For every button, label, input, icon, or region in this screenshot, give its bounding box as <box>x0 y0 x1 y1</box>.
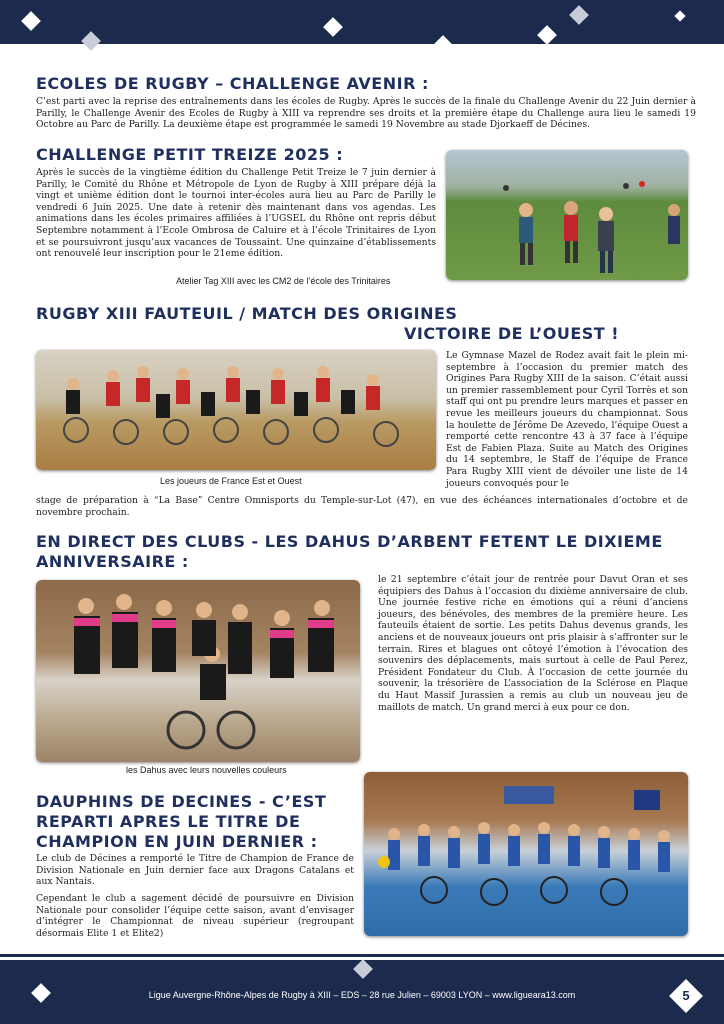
photo-dahus-team <box>36 580 360 762</box>
photo-dauphins-players <box>364 772 688 936</box>
section-title-dahus-line1: EN DIRECT DES CLUBS - LES DAHUS D’ARBENT FETENT LE DIXIEME <box>36 532 663 551</box>
section-body-fauteuil-cont: stage de préparation à “La Base” Centre Omnisports du Temple-sur-Lot (47), en vue des échéances internationales d’octobre et de novembre prochain. <box>36 495 688 518</box>
section-body-dauphins-1: Le club de Décines a remporté le Titre de Champion de France de Division Nationale en Juin dernier face aux Dragons Catalans et aux Nantais. <box>36 853 354 888</box>
section-title-ecoles: ECOLES DE RUGBY – CHALLENGE AVENIR : <box>36 74 429 93</box>
photo-children-playing <box>446 150 688 280</box>
photo-wheelchair-players <box>36 350 436 470</box>
photo-fauteuil-team <box>36 350 436 470</box>
section-title-dauphins-line2: REPARTI APRES LE TITRE DE <box>36 812 301 831</box>
page-number: 5 <box>682 988 690 1003</box>
photo-dauphins-team <box>364 772 688 936</box>
section-title-dahus-line2: ANNIVERSAIRE : <box>36 552 189 571</box>
section-body-petit-treize: Après le succès de la vingtième édition du Challenge Petit Treize le 7 juin dernier à Parilly, le Comité du Rhône et Métropole de Lyon de Rugby à XIII prépare déjà la vingt et unième édition dont le tournoi inter-écoles aura lieu au Parc de Parilly le vendredi 6 Juin 2025. Une date à retenir dès maintenant dans vos agendas. Les animations dans les écoles primaires affiliées à l’UGSEL du Rhône ont repris début Septembre notamment à l’Ecole Ombrosa de Caluire et à l’école Trinitaires de Lyon et se poursuivront jusqu’aux vacances de Toussaint. Une quinzaine d’établissements ont renouvelé leur inscription pour le 21eme édition. <box>36 167 436 260</box>
section-title-petit-treize: CHALLENGE PETIT TREIZE 2025 : <box>36 145 344 164</box>
caption-petit-treize: Atelier Tag XIII avec les CM2 de l’école des Trinitaires <box>176 276 391 286</box>
header-band <box>0 0 724 44</box>
photo-dahus-players <box>36 580 360 762</box>
photo-tag-atelier <box>446 150 688 280</box>
caption-dahus: les Dahus avec leurs nouvelles couleurs <box>126 765 287 775</box>
section-body-dauphins-2: Cependant le club a sagement décidé de poursuivre en Division Nationale pour consolider l’équipe cette saison, avant d’envisager d’intégrer le Championnat de niveau supérieur (regroupant désormais Elite 1 et Elite2) <box>36 893 354 939</box>
section-body-dahus: le 21 septembre c’était jour de rentrée pour Davut Oran et ses équipiers des Dahus à l’occasion du dixième anniversaire de club. Une journée festive riche en émotions qui a réuni d’anciens joueurs, des bénévoles, des membres de la première heure. Les fauteuils étaient de sortie. Les petits Dahus devenus grands, les anciens et de nouveaux joueurs ont pris plaisir à s’affronter sur le terrain. Rires et blagues ont côtoyé l’émotion à l’évocation des souvenirs des déplacements, mais surtout à celle de Paul Perez, Président Fondateur du Club. À l’occasion de cette journée du souvenir, la trésorière de L’association de la Sclérose en Plaque du Haut Massif Jurassien a remis au club un nouveau jeu de maillots de match. Un grand merci à eux pour ce don. <box>378 574 688 713</box>
diamond-ornament <box>684 52 695 63</box>
section-title-fauteuil-line1: RUGBY XIII FAUTEUIL / MATCH DES ORIGINES <box>36 304 458 323</box>
footer-address: Ligue Auvergne-Rhône-Alpes de Rugby à XIII – EDS – 28 rue Julien – 69003 LYON – www.ligueara13.com <box>148 990 576 1000</box>
section-title-dauphins-line1: DAUPHINS DE DECINES - C’EST <box>36 792 327 811</box>
section-body-ecoles: C’est parti avec la reprise des entraînements dans les écoles de Rugby. Après le succès de la finale du Challenge Avenir du 22 Juin dernier à Parilly, le Challenge Avenir des Ecoles de Rugby à XIII va reprendre ses droits et la première étape du Challenge aura lieu le samedi 19 Octobre au Parc de Parilly. La deuxième étape est programmée le samedi 19 Novembre au stade Djorkaeff de Décines. <box>36 96 696 131</box>
section-title-dauphins-line3: CHAMPION EN JUIN DERNIER : <box>36 832 318 851</box>
footer-rule <box>0 954 724 957</box>
page-number-badge <box>669 979 703 1013</box>
caption-fauteuil: Les joueurs de France Est et Ouest <box>160 476 302 486</box>
section-title-fauteuil-line2: VICTOIRE DE L’OUEST ! <box>404 324 620 343</box>
section-body-fauteuil: Le Gymnase Mazel de Rodez avait fait le plein mi-septembre à l’occasion du premier match des Origines Para Rugby XIII de la saison. C’était aussi un premier rassemblement pour Cyril Torrès et son staff qui ont pu prendre leurs marques et passer en revue les meilleurs joueurs du championnat. Sous la houlette de Jérôme De Azevedo, l’équipe Ouest a remporté cette rencontre 43 à 37 face à l’équipe Est de Fabien Plaza. Suite au Match des Origines du 14 septembre, le Staff de l’équipe de France Para Rugby XIII vient de dévoiler une liste de 14 joueurs convoqués pour le <box>446 350 688 489</box>
